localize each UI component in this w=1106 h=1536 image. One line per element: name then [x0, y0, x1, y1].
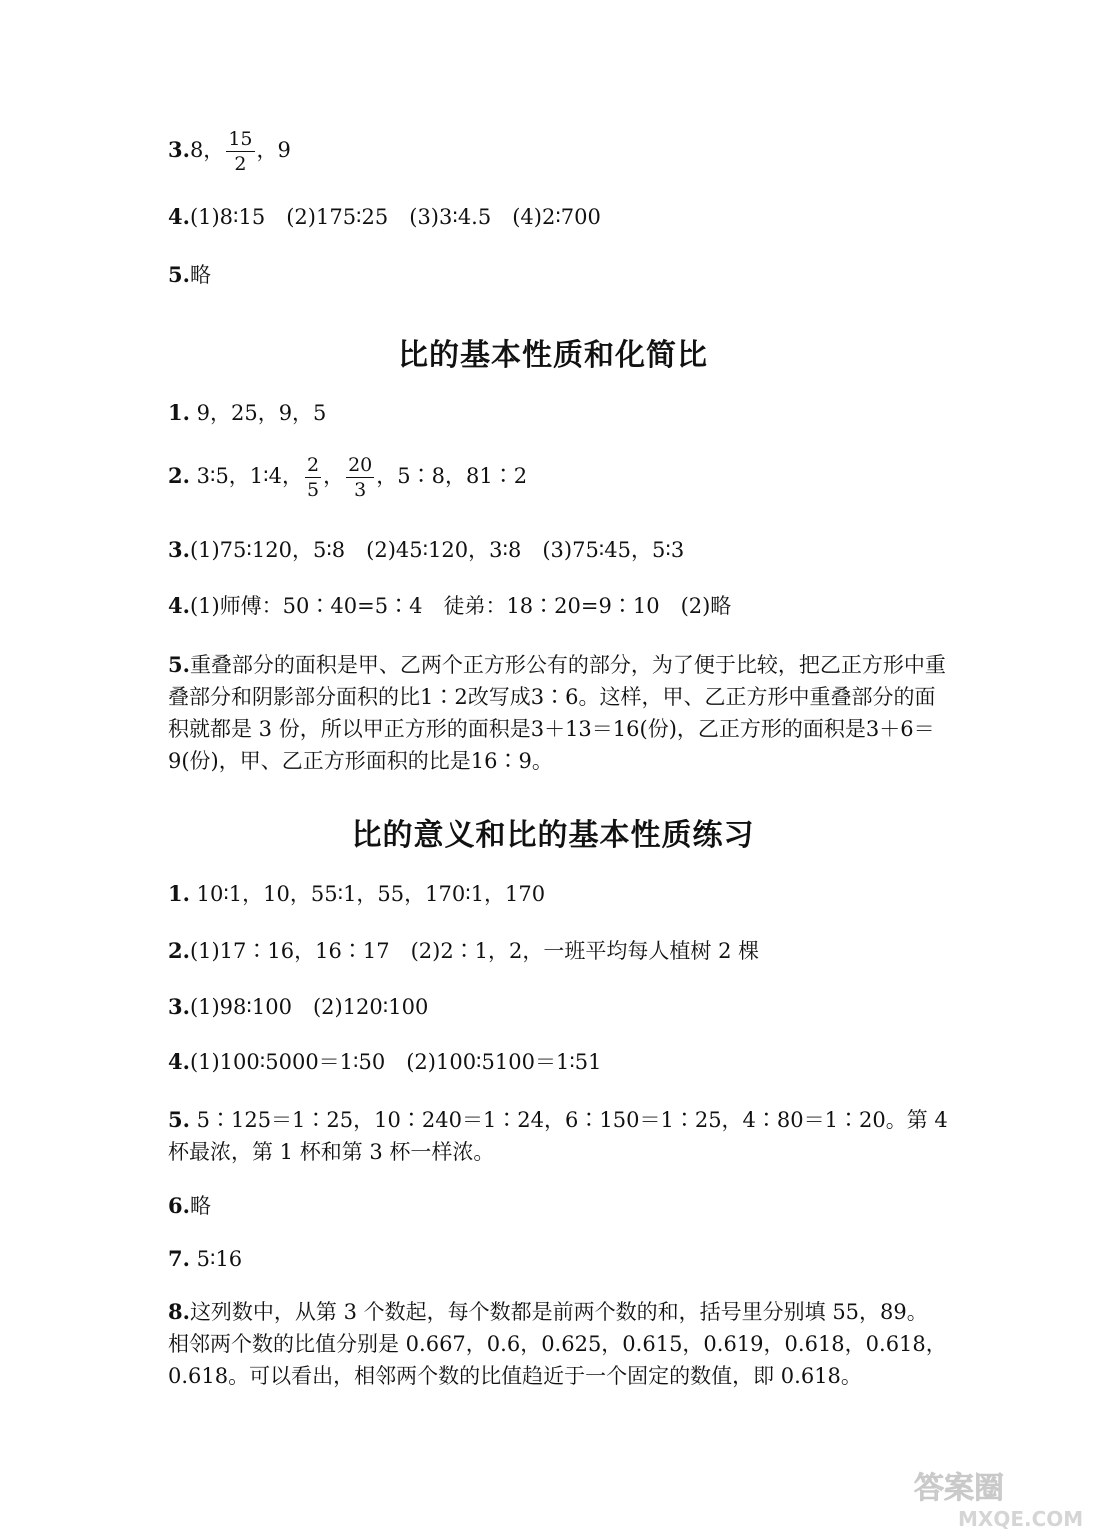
answer-4 [168, 1047, 602, 1077]
answer-text: 5∶16 [189, 1247, 243, 1271]
answer-text: ，5∶8，81∶2 [376, 464, 528, 488]
answer-text: (1)75∶120，5∶8 (2)45∶120，3∶8 (3)75∶45，5∶3 [189, 538, 685, 562]
answer-4 [168, 202, 601, 232]
answer-number: 6. [168, 1193, 190, 1218]
answer-text: 略 [189, 263, 211, 287]
answer-text: (1)100∶5000＝1∶50 (2)100∶5100＝1∶51 [189, 1050, 602, 1074]
answer-8 [168, 1296, 948, 1392]
answer-text: (1)师傅：50∶40=5∶4 徒弟：18∶20=9∶10 (2)略 [189, 594, 732, 618]
section-title: 比的基本性质和化简比 [398, 338, 708, 373]
answer-text: 略 [189, 1194, 211, 1218]
watermark-top-text: 答案圈 [914, 1471, 1004, 1506]
answer-4 [168, 591, 731, 621]
fraction-denominator: 5 [307, 479, 320, 501]
answer-2 [168, 454, 527, 501]
answer-text: 这列数中，从第 3 个数起，每个数都是前两个数的和，括号里分别填 55，89。相邻两个数的比值分别是 0.667，0.6，0.625，0.615，0.619，0.618，0.618，0.618。可以看出，相邻两个数的比值趋近于一个固定的数值，即 0.618。 [168, 1300, 947, 1388]
answer-text: 3∶5，1∶4， [189, 464, 303, 488]
answer-number: 2. [168, 463, 190, 488]
watermark-logo [910, 1464, 1090, 1530]
answer-2 [168, 936, 759, 966]
fraction [226, 128, 254, 175]
answer-1 [168, 398, 326, 428]
fraction [346, 454, 374, 501]
answer-number: 8. [168, 1299, 190, 1324]
fraction-numerator: 20 [348, 454, 373, 476]
answer-number: 3. [168, 137, 190, 162]
answer-6 [168, 1191, 211, 1221]
answer-3 [168, 535, 684, 565]
answer-number: 3. [168, 537, 190, 562]
watermark-bottom-text: MXQE.COM [958, 1507, 1084, 1530]
fraction [305, 454, 321, 501]
answer-3 [168, 992, 428, 1022]
answer-text: ，9 [256, 138, 291, 162]
answer-text: 8， [189, 138, 225, 162]
answer-5 [168, 260, 211, 290]
answer-5 [168, 1104, 948, 1168]
answer-number: 4. [168, 1049, 190, 1074]
answer-number: 1. [168, 881, 190, 906]
fraction-denominator: 2 [234, 153, 247, 175]
answer-number: 5. [168, 262, 190, 287]
answer-text: (1)17∶16，16∶17 (2)2∶1，2，一班平均每人植树 2 棵 [189, 939, 760, 963]
answer-number: 5. [168, 1107, 190, 1132]
answer-7 [168, 1244, 242, 1274]
fraction-denominator: 3 [354, 479, 367, 501]
answer-number: 3. [168, 994, 190, 1019]
answer-text: 5∶125＝1∶25，10∶240＝1∶24，6∶150＝1∶25，4∶80＝1∶20。第 4 杯最浓，第 1 杯和第 3 杯一样浓。 [168, 1108, 948, 1164]
answer-3 [168, 128, 291, 175]
answer-text: 重叠部分的面积是甲、乙两个正方形公有的部分，为了便于比较，把乙正方形中重叠部分和阴影部分面积的比1∶2改写成3∶6。这样，甲、乙正方形中重叠部分的面积就都是 3 份，所以甲正方形的面积是3＋13＝16(份)，乙正方形的面积是3＋6＝9(份)，甲、乙正方形面积的比是16∶9。 [168, 653, 946, 773]
section-title: 比的意义和比的基本性质练习 [351, 818, 755, 853]
answer-number: 7. [168, 1246, 190, 1271]
answer-5 [168, 649, 948, 777]
answer-text: 10∶1，10，55∶1，55，170∶1，170 [189, 882, 546, 906]
fraction-numerator: 2 [307, 454, 320, 476]
answer-text: (1)8∶15 (2)175∶25 (3)3∶4.5 (4)2∶700 [189, 205, 601, 229]
answer-number: 1. [168, 400, 190, 425]
answer-text: ， [323, 464, 345, 488]
answer-number: 2. [168, 938, 190, 963]
answer-number: 4. [168, 593, 190, 618]
answer-number: 4. [168, 204, 190, 229]
fraction-numerator: 15 [228, 128, 253, 150]
answer-number: 5. [168, 652, 190, 677]
answer-1 [168, 879, 545, 909]
answer-text: (1)98∶100 (2)120∶100 [189, 995, 429, 1019]
answer-text: 9，25，9，5 [189, 401, 327, 425]
